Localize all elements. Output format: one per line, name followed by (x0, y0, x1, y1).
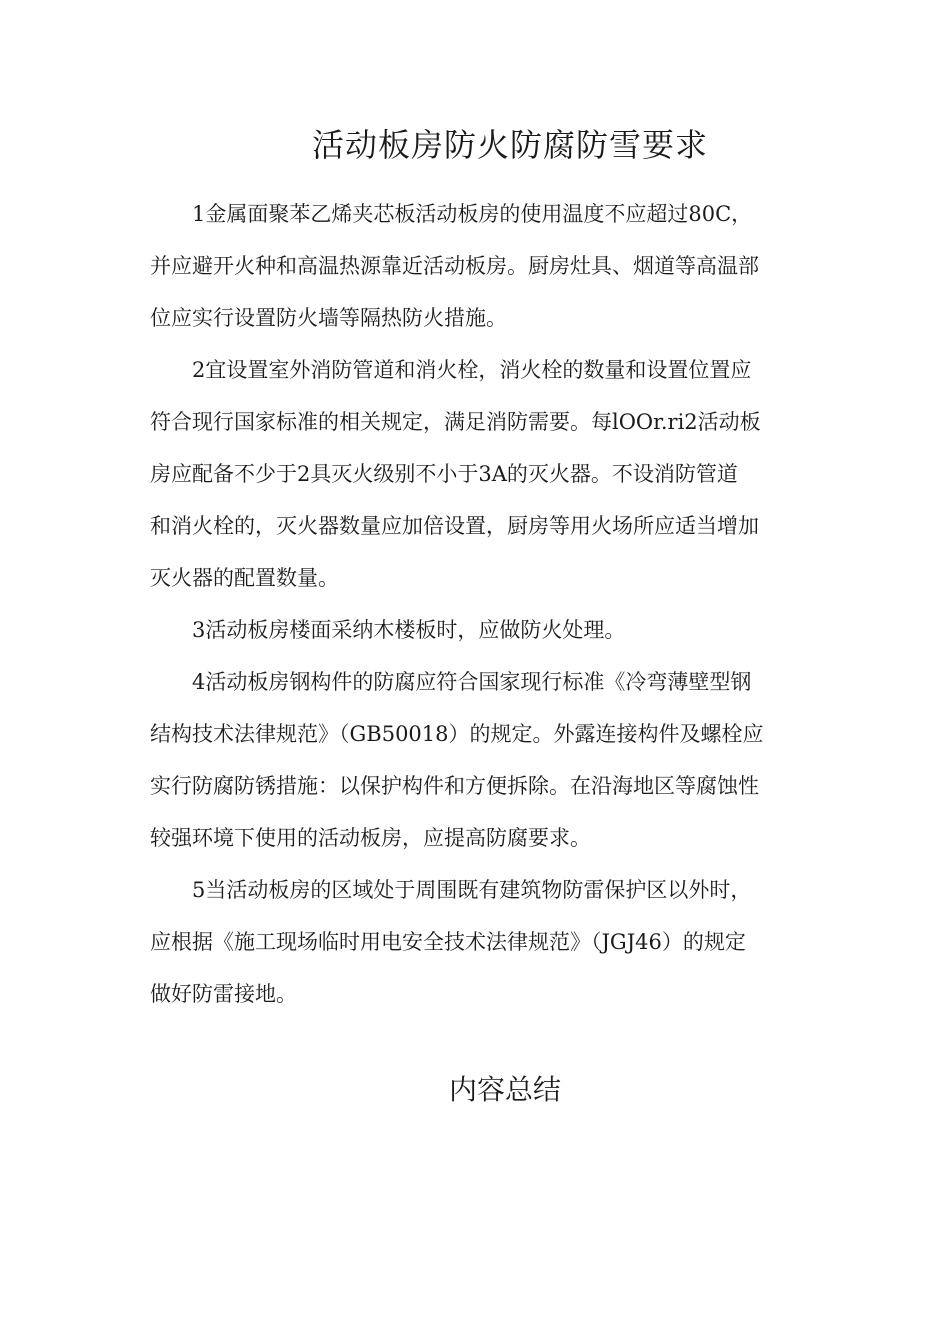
paragraph-line: 较强环境下使用的活动板房，应提高防腐要求。 (150, 826, 591, 850)
paragraph-line: 2宜设置室外消防管道和消火栓，消火栓的数量和设置位置应 (192, 358, 752, 382)
paragraph-5 (150, 864, 800, 1020)
summary-heading: 内容总结 (448, 1073, 561, 1106)
paragraph-line: 并应避开火种和高温热源靠近活动板房。厨房灶具、烟道等高温部 (150, 254, 759, 278)
document-body (150, 188, 800, 1020)
paragraph-line: 4活动板房钢构件的防腐应符合国家现行标准《冷弯薄壁型钢 (192, 670, 752, 694)
paragraph-line: 符合现行国家标准的相关规定，满足消防需要。每lOOr.ri2活动板 (150, 410, 761, 434)
paragraph-line: 房应配备不少于2具灭火级别不小于3A的灭火器。不设消防管道 (150, 462, 738, 486)
paragraph-line: 做好防雷接地。 (150, 982, 297, 1006)
paragraph-line: 3活动板房楼面采纳木楼板时，应做防火处理。 (192, 618, 626, 642)
paragraph-1 (150, 188, 800, 344)
paragraph-line: 应根据《施工现场临时用电安全技术法律规范》（JGJ46）的规定 (150, 930, 746, 954)
document-title: 活动板房防火防腐防雪要求 (311, 126, 708, 164)
paragraph-line: 实行防腐防锈措施：以保护构件和方便拆除。在沿海地区等腐蚀性 (150, 774, 759, 798)
paragraph-line: 位应实行设置防火墙等隔热防火措施。 (150, 306, 507, 330)
paragraph-line: 结构技术法律规范》（GB50018）的规定。外露连接构件及螺栓应 (150, 722, 764, 746)
paragraph-4 (150, 656, 800, 864)
paragraph-3 (150, 604, 800, 656)
paragraph-2 (150, 344, 800, 604)
paragraph-line: 和消火栓的，灭火器数量应加倍设置，厨房等用火场所应适当增加 (150, 514, 759, 538)
paragraph-line: 5当活动板房的区域处于周围既有建筑物防雷保护区以外时， (192, 878, 752, 902)
paragraph-line: 灭火器的配置数量。 (150, 566, 339, 590)
paragraph-line: 1金属面聚苯乙烯夹芯板活动板房的使用温度不应超过80C， (192, 202, 753, 226)
